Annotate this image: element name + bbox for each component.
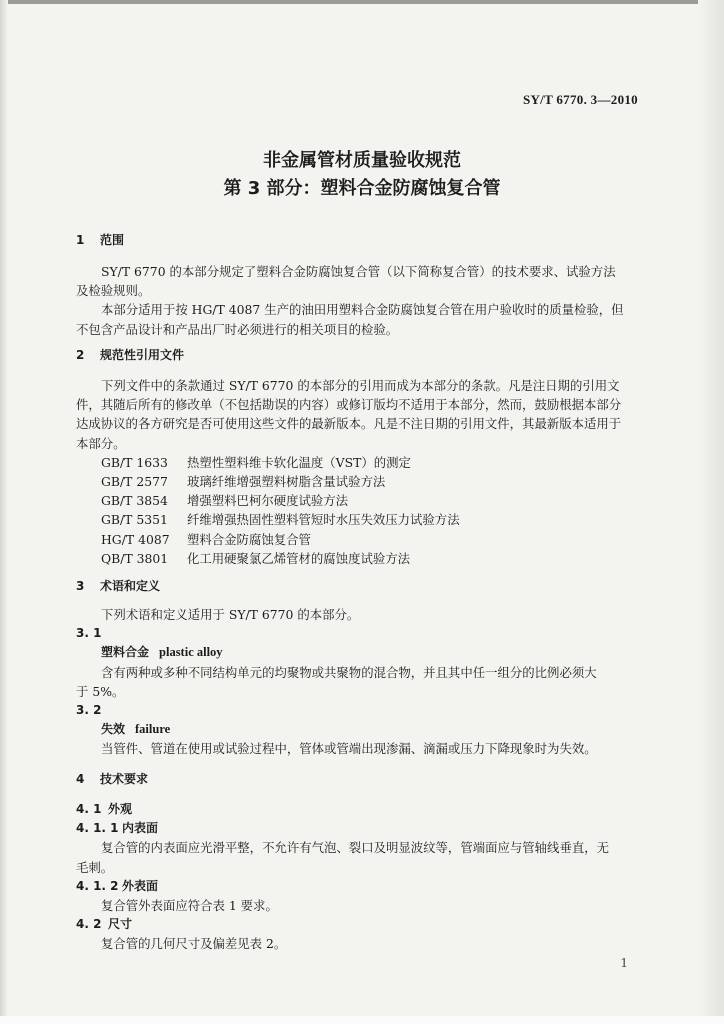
term-entry bbox=[76, 720, 638, 739]
section-1 bbox=[76, 231, 638, 250]
section-heading bbox=[76, 346, 638, 365]
section-2 bbox=[76, 346, 638, 365]
paragraph-line: 于 5%。 bbox=[76, 683, 125, 699]
reference-title: 增强塑料巴柯尔硬度试验方法 bbox=[187, 493, 349, 509]
term-english: failure bbox=[135, 722, 171, 737]
standard-code: SY/T 6770. 3—2010 bbox=[522, 92, 638, 107]
page-number: 1 bbox=[620, 956, 628, 970]
scan-edge-bottom bbox=[0, 1016, 724, 1024]
section-1-body bbox=[76, 262, 638, 339]
section-title: 术语和定义 bbox=[100, 579, 161, 593]
paragraph-line: 及检验规则。 bbox=[76, 283, 151, 299]
section-heading bbox=[76, 770, 638, 789]
reference-title: 热塑性塑料维卡软化温度（VST）的测定 bbox=[187, 454, 411, 470]
paragraph-line: 下列术语和定义适用于 SY/T 6770 的本部分。 bbox=[101, 607, 360, 622]
section-number: 4 bbox=[76, 772, 85, 786]
reference-code: GB/T 3854 bbox=[101, 493, 168, 509]
reference-code: QB/T 3801 bbox=[101, 550, 169, 566]
section-4 bbox=[76, 770, 638, 789]
clause-number: 4. 1. 1 bbox=[76, 821, 119, 836]
reference-title: 化工用硬聚氯乙烯管材的腐蚀度试验方法 bbox=[187, 550, 411, 566]
section-2-body bbox=[76, 376, 638, 568]
section-number: 2 bbox=[76, 348, 85, 362]
reference-code: GB/T 1633 bbox=[101, 454, 168, 470]
term-chinese: 塑料合金 bbox=[101, 645, 150, 660]
term-chinese: 失效 bbox=[101, 722, 126, 737]
reference-title: 纤维增强热固性塑料管短时水压失效压力试验方法 bbox=[187, 512, 460, 528]
paragraph-line: 下列文件中的条款通过 SY/T 6770 的本部分的引用而成为本部分的条款。凡是注日期的引用文 bbox=[101, 378, 620, 393]
reference-code: HG/T 4087 bbox=[101, 531, 170, 547]
paragraph-line: 当管件、管道在使用或试验过程中，管体或管端出现渗漏、滴漏或压力下降现象时为失效。 bbox=[101, 741, 597, 757]
clause-title: 外表面 bbox=[122, 878, 159, 893]
section-title: 技术要求 bbox=[100, 772, 149, 786]
clause-number: 3. 2 bbox=[76, 703, 102, 718]
paragraph-line: 含有两种或多种不同结构单元的均聚物或共聚物的混合物，并且其中任一组分的比例必须大 bbox=[101, 664, 597, 680]
reference-title: 塑料合金防腐蚀复合管 bbox=[187, 531, 311, 547]
paragraph-line: 不包含产品设计和产品出厂时必须进行的相关项目的检验。 bbox=[76, 321, 399, 337]
paragraph-line: 复合管的几何尺寸及偏差见表 2。 bbox=[101, 936, 287, 952]
clause-heading bbox=[76, 819, 638, 838]
term-entry bbox=[76, 643, 638, 662]
paragraph-line: 复合管的内表面应光滑平整，不允许有气泡、裂口及明显波纹等，管端面应与管轴线垂直，无 bbox=[101, 840, 610, 856]
clause-number: 3. 1 bbox=[76, 626, 102, 641]
reference-item bbox=[76, 530, 638, 549]
reference-item bbox=[76, 491, 638, 510]
paragraph-line: 毛刺。 bbox=[76, 859, 114, 875]
section-title: 范围 bbox=[100, 233, 125, 247]
paragraph-line: 复合管外表面应符合表 1 要求。 bbox=[101, 898, 278, 914]
paragraph-line: 达成协议的各方研究是否可使用这些文件的最新版本。凡是不注日期的引用文件，其最新版本适用于 bbox=[76, 416, 622, 432]
section-heading bbox=[76, 231, 638, 250]
reference-item bbox=[76, 453, 638, 472]
clause-number: 4. 1. 2 bbox=[76, 878, 119, 893]
section-4-body bbox=[76, 800, 638, 954]
clause-title: 外观 bbox=[108, 802, 133, 816]
clause-title: 内表面 bbox=[122, 821, 159, 836]
clause-heading bbox=[76, 915, 638, 934]
section-3-body bbox=[76, 605, 638, 759]
section-3 bbox=[76, 577, 638, 596]
scan-edge-top bbox=[0, 0, 724, 4]
paragraph-line: 本部分。 bbox=[76, 435, 126, 451]
reference-title: 玻璃纤维增强塑料树脂含量试验方法 bbox=[187, 474, 386, 490]
section-number: 1 bbox=[76, 233, 85, 247]
paragraph-line: 件，其随后所有的修改单（不包括勘误的内容）或修订版均不适用于本部分，然而，鼓励根据本部分 bbox=[76, 397, 622, 413]
reference-item bbox=[76, 549, 638, 568]
section-number: 3 bbox=[76, 579, 85, 593]
reference-code: GB/T 5351 bbox=[101, 512, 168, 528]
section-heading bbox=[76, 577, 638, 596]
reference-code: GB/T 2577 bbox=[101, 474, 168, 490]
term-english: plastic alloy bbox=[159, 645, 223, 660]
clause-heading bbox=[76, 877, 638, 896]
clause-title: 尺寸 bbox=[108, 917, 133, 932]
reference-item bbox=[76, 472, 638, 491]
document-title-line2: 第 3 部分：塑料合金防腐蚀复合管 bbox=[223, 178, 501, 199]
paragraph-line: SY/T 6770 的本部分规定了塑料合金防腐蚀复合管（以下简称复合管）的技术要求、试验方法 bbox=[101, 264, 616, 279]
section-title: 规范性引用文件 bbox=[100, 348, 185, 362]
clause-number: 4. 1 bbox=[76, 802, 102, 816]
paragraph-line: 本部分适用于按 HG/T 4087 生产的油田用塑料合金防腐蚀复合管在用户验收时的质量检验，但 bbox=[101, 302, 624, 318]
reference-item bbox=[76, 510, 638, 529]
document-title-line1: 非金属管材质量验收规范 bbox=[263, 150, 461, 171]
clause-heading bbox=[76, 800, 638, 819]
clause-number: 4. 2 bbox=[76, 917, 102, 932]
